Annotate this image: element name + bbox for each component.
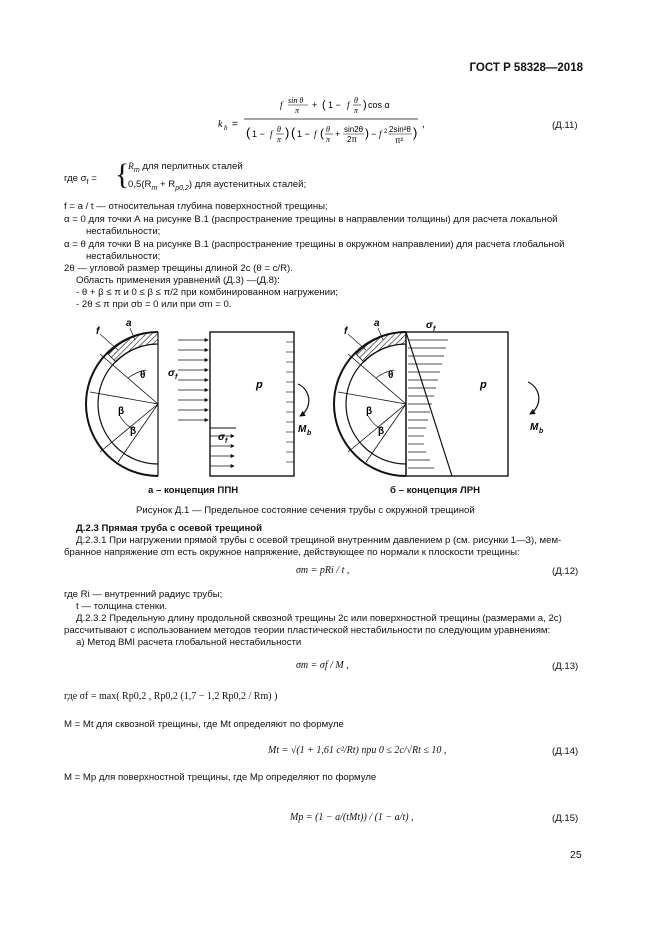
svg-text:(: (	[291, 125, 296, 140]
svg-text:): )	[363, 99, 367, 111]
left-pipe-section	[86, 318, 158, 476]
sigma-f-max: где σf = max( Rp0,2 , Rp0,2 (1,7 − 1,2 Rp0,2 / Rm) )	[64, 691, 278, 702]
equation-d15: Mp = (1 − a/(tMt)) / (1 − a/t) ,	[290, 812, 414, 823]
svg-text:(: (	[320, 126, 324, 140]
standard-header: ГОСТ Р 58328—2018	[469, 62, 583, 74]
svg-text:1 −: 1 −	[252, 129, 265, 139]
svg-text:θ: θ	[354, 96, 358, 105]
svg-text:f: f	[379, 129, 382, 139]
para-2-line-2: рассчитывают с использованием методов теории пластической нестабильности по следующим уравнениям:	[64, 625, 551, 636]
def-alpha-0-cont: нестабильности;	[86, 226, 161, 237]
figure-right-caption: б – концепция ЛРН	[390, 485, 481, 496]
svg-text:b: b	[307, 430, 312, 437]
svg-text:sin2θ: sin2θ	[344, 125, 364, 134]
ri-definition: где Ri — внутренний радиус трубы;	[64, 589, 223, 600]
equation-d11	[200, 95, 460, 153]
def-alpha-theta: α = θ для точки В на рисунке В.1 (распространение трещины в окружном направлении) для расчета глобальной	[64, 239, 565, 250]
svg-text:f: f	[344, 326, 348, 337]
svg-text:f: f	[96, 326, 100, 337]
right-pipe-section	[334, 318, 406, 476]
svg-text:,: ,	[422, 119, 425, 130]
m-surface-crack: M = Mp для поверхностной трещины, где Mp определяют по формуле	[64, 772, 377, 783]
figure-d1-graphic	[60, 312, 600, 498]
svg-text:M: M	[298, 424, 307, 435]
svg-text:β: β	[118, 406, 125, 417]
svg-text:f: f	[433, 326, 436, 333]
para-1-line-2: бранное напряжение σm есть окружное напряжение, действующее по нормали к плоскости трещины:	[64, 547, 520, 558]
equation-d14: Mt = √(1 + 1,61 c²/Rt) при 0 ≤ 2c/√Rt ≤ 10 ,	[268, 745, 447, 756]
svg-text:θ: θ	[388, 370, 394, 381]
svg-text:π²: π²	[395, 136, 404, 145]
scope-item-1: - θ + β ≤ π и 0 ≤ β ≤ π/2 при комбинированном нагружении;	[76, 287, 338, 298]
svg-text:p: p	[256, 379, 263, 391]
svg-text:): )	[285, 125, 290, 140]
svg-text:π: π	[277, 135, 282, 144]
def-alpha-theta-cont: нестабильности;	[86, 251, 161, 262]
svg-text:f: f	[270, 129, 273, 139]
svg-text:π: π	[295, 106, 300, 115]
t-definition: t — толщина стенки.	[76, 601, 168, 612]
page-number: 25	[570, 849, 582, 861]
svg-text:f: f	[314, 129, 317, 139]
svg-text:p: p	[480, 379, 487, 391]
svg-text:f: f	[225, 438, 228, 445]
svg-text:σ: σ	[426, 320, 433, 331]
left-stress-diagram	[168, 332, 312, 476]
svg-text:β: β	[366, 406, 373, 417]
equation-d13-label: (Д.13)	[552, 661, 579, 672]
sigma-f-case1: $R_m$ для перлитных сталей	[128, 161, 243, 174]
svg-text:2sin²θ: 2sin²θ	[389, 125, 411, 134]
svg-text:k: k	[218, 119, 223, 130]
sigma-f-where: где $\sigma_f$ =	[64, 173, 97, 186]
svg-text:f: f	[280, 100, 283, 110]
svg-text:π: π	[354, 106, 359, 115]
svg-text:1 −: 1 −	[297, 129, 310, 139]
svg-text:f: f	[347, 100, 350, 110]
method-bmi: а) Метод BMI расчета глобальной нестабильности	[76, 637, 302, 648]
svg-text:f: f	[175, 374, 178, 381]
svg-text:2: 2	[384, 129, 388, 135]
para-2-line-1: Д.2.3.2 Предельную длину продольной сквозной трещины 2с или поверхностной трещины (размерами a, 2c)	[76, 613, 562, 624]
svg-text:π: π	[326, 135, 331, 144]
def-2theta: 2θ — угловой размер трещины длиной 2с (θ = c/R).	[64, 263, 293, 274]
svg-text:(: (	[322, 99, 326, 111]
sigma-f-brace: {	[115, 158, 130, 191]
m-through-crack: M = Mt для сквозной трещины, где Mt определяют по формуле	[64, 719, 344, 730]
svg-text:σ: σ	[168, 368, 175, 379]
def-alpha-0: α = 0 для точки А на рисунке В.1 (распространение трещины в направлении толщины) для расчета локальной	[64, 214, 558, 225]
svg-text:θ: θ	[326, 125, 330, 134]
svg-text:): )	[413, 125, 418, 140]
svg-text:a: a	[374, 318, 380, 329]
figure-caption: Рисунок Д.1 — Предельное состояние сечения трубы с окружной трещиной	[136, 505, 475, 516]
svg-text:): )	[365, 126, 369, 140]
scope-item-2: - 2θ ≤ π при σb = 0 или при σm = 0.	[76, 299, 232, 310]
svg-text:=: =	[232, 119, 238, 130]
svg-text:1 −: 1 −	[328, 100, 341, 110]
equation-d11-graphic	[200, 95, 460, 153]
svg-text:(: (	[246, 125, 251, 140]
svg-text:cos α: cos α	[368, 100, 390, 110]
svg-text:β: β	[130, 426, 137, 437]
def-f: f = a / t — относительная глубина поверхностной трещины;	[64, 201, 328, 212]
svg-text:θ: θ	[140, 370, 146, 381]
svg-text:b: b	[224, 124, 228, 132]
equation-d12: σm = pRi / t ,	[296, 565, 350, 576]
svg-text:β: β	[378, 426, 385, 437]
svg-text:θ: θ	[277, 125, 281, 134]
equation-d11-label: (Д.11)	[552, 120, 578, 131]
svg-text:M: M	[530, 422, 539, 433]
equation-d12-label: (Д.12)	[552, 566, 579, 577]
figure-left-caption: а – концепция ППН	[148, 485, 239, 496]
sigma-f-case2: $0,5(R_m + R_{p0,2})$ для аустенитных сталей;	[128, 179, 307, 192]
svg-text:a: a	[126, 318, 132, 329]
svg-text:−: −	[371, 129, 377, 139]
svg-text:sin θ: sin θ	[288, 96, 304, 105]
scope-title: Область применения уравнений (Д.3) —(Д.8):	[76, 275, 280, 286]
right-stress-diagram	[406, 320, 544, 476]
equation-d15-label: (Д.15)	[552, 813, 579, 824]
svg-text:+: +	[335, 129, 341, 139]
svg-text:2π: 2π	[347, 135, 357, 144]
figure-d1	[60, 312, 600, 498]
equation-d13: σm = σf / M ,	[296, 660, 349, 671]
svg-text:+: +	[312, 100, 318, 110]
svg-text:σ: σ	[218, 432, 225, 443]
svg-text:b: b	[539, 428, 544, 435]
para-1-line-1: Д.2.3.1 При нагружении прямой трубы с осевой трещиной внутренним давлением р (см. рисунки 1—3), мем-	[76, 535, 562, 546]
section-heading: Д.2.3 Прямая труба с осевой трещиной	[76, 523, 263, 534]
equation-d14-label: (Д.14)	[552, 746, 579, 757]
